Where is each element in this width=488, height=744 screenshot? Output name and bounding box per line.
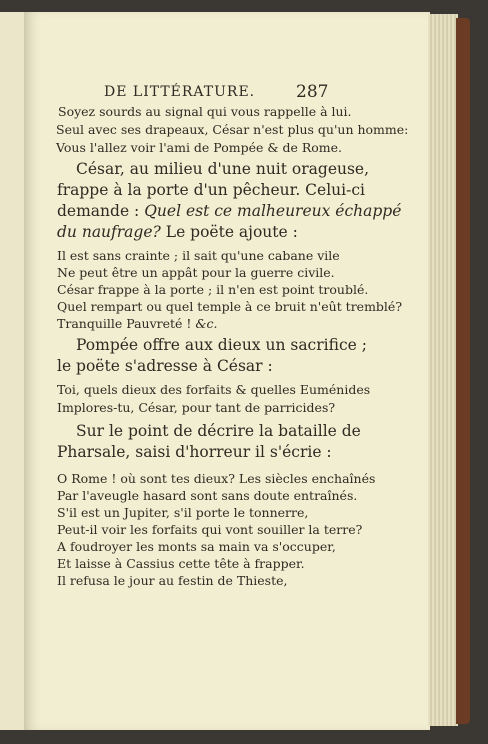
running-head: DE LITTÉRATURE. [104,84,256,100]
verse-line: Ne peut être un appât pour la guerre civile. [57,265,335,280]
verse-line: Soyez sourds au signal qui vous rappelle à lui. [58,104,352,119]
verse-line: Il refusa le jour au festin de Thieste, [57,573,288,588]
quoted-question: Quel est ce malheureux échappé [144,202,402,220]
page-number: 287 [296,82,329,102]
verse-line: A foudroyer les monts sa main va s'occuper, [57,539,336,554]
verse-line: César frappe à la porte ; il n'en est point troublé. [57,282,369,297]
prose-line [57,223,298,241]
verse-line: Par l'aveugle hasard sont sans doute entraînés. [57,488,358,503]
prose-line: César, au milieu d'une nuit orageuse, [76,160,370,178]
verse-line: Quel rempart ou quel temple à ce bruit n'eût tremblé? [57,299,403,314]
verse-line: Et laisse à Cassius cette tête à frapper. [57,556,305,571]
prose-line: Sur le point de décrire la bataille de [76,422,361,440]
verse-line: Seul avec ses drapeaux, César n'est plus qu'un homme: [56,122,409,137]
verse-text: Tranquille Pauvreté ! [57,316,192,331]
verse-line: Vous l'allez voir l'ami de Pompée & de Rome. [56,140,342,155]
prose-line [57,202,401,220]
verse-line: O Rome ! où sont tes dieux? Les siècles enchaînés [57,471,376,486]
verse-line: Implores-tu, César, pour tant de parricides? [57,400,336,415]
verse-line: Il est sans crainte ; il sait qu'une cabane vile [57,248,340,263]
prose-line: Pompée offre aux dieux un sacrifice ; [76,336,367,354]
prose-line: le poëte s'adresse à César : [57,357,273,375]
prose-line: Pharsale, saisi d'horreur il s'écrie : [57,443,332,461]
prose-line: frappe à la porte d'un pêcheur. Celui-ci [57,181,365,199]
prose-text: Le poëte ajoute : [165,223,298,241]
verse-line: Toi, quels dieux des forfaits & quelles Euménides [57,382,371,397]
etc-abbrev: &c. [195,316,218,331]
verse-line: Peut-il voir les forfaits qui vont souiller la terre? [57,522,363,537]
verse-line [57,316,218,331]
prose-text: demande : [57,202,140,220]
quoted-question: du naufrage? [57,223,161,241]
verse-line: S'il est un Jupiter, s'il porte le tonnerre, [57,505,309,520]
